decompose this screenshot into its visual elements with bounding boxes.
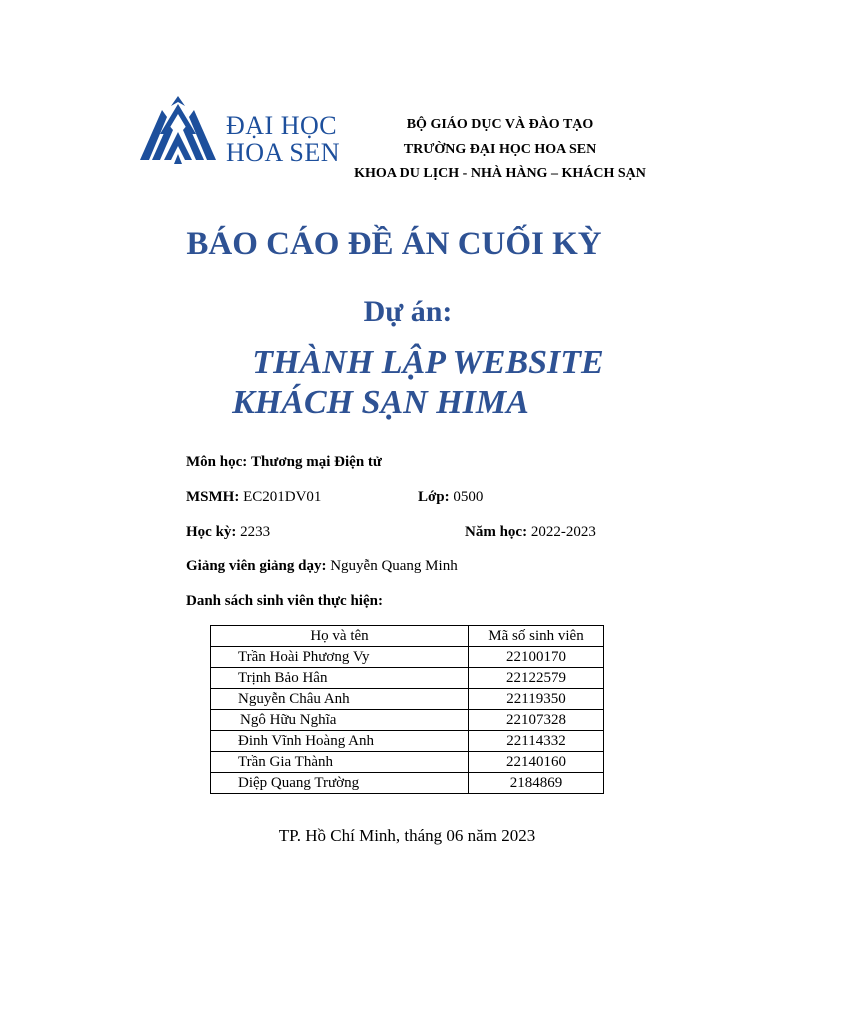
table-row	[211, 668, 604, 689]
msmh-line	[186, 489, 321, 506]
student-id: 22140160	[469, 752, 604, 773]
class-line	[418, 489, 483, 506]
student-name: Trịnh Bảo Hân	[211, 668, 469, 689]
student-name: Ngô Hữu Nghĩa	[211, 710, 469, 731]
student-name: Trần Gia Thành	[211, 752, 469, 773]
student-id: 22100170	[469, 647, 604, 668]
logo-wordmark	[226, 112, 340, 166]
project-title-line1: THÀNH LẬP WEBSITE	[252, 344, 604, 381]
ministry-name: BỘ GIÁO DỤC VÀ ĐÀO TẠO	[406, 117, 594, 132]
table-row	[211, 710, 604, 731]
table-row	[211, 752, 604, 773]
students-heading	[186, 593, 383, 610]
logo-line1: ĐẠI HỌC	[226, 111, 338, 140]
report-title: BÁO CÁO ĐỀ ÁN CUỐI KỲ	[186, 226, 602, 262]
project-title	[0, 343, 856, 423]
year-label: Năm học:	[465, 524, 528, 540]
university-name: TRƯỜNG ĐẠI HỌC HOA SEN	[403, 141, 597, 157]
semester-label: Học kỳ:	[186, 524, 237, 540]
semester-line	[186, 524, 270, 541]
subject-value: Thương mại Điện tử	[251, 454, 382, 470]
table-header-row	[211, 626, 604, 647]
subject-label: Môn học:	[186, 454, 248, 470]
student-table	[210, 625, 604, 794]
student-id: 22119350	[469, 689, 604, 710]
table-row	[211, 731, 604, 752]
institution-header	[330, 113, 670, 187]
lotus-mountain-icon	[138, 94, 218, 170]
report-subtitle: Dự án:	[363, 295, 453, 328]
header-id: Mã số sinh viên	[469, 626, 604, 647]
semester-value: 2233	[240, 524, 271, 540]
logo-line2: HOA SEN	[226, 138, 341, 167]
student-id: 22114332	[469, 731, 604, 752]
header-name: Họ và tên	[211, 626, 469, 647]
student-id: 22122579	[469, 668, 604, 689]
student-id: 22107328	[469, 710, 604, 731]
student-name: Nguyễn Châu Anh	[211, 689, 469, 710]
student-name: Đinh Vĩnh Hoàng Anh	[211, 731, 469, 752]
class-value: 0500	[453, 489, 484, 505]
lecturer-value: Nguyễn Quang Minh	[330, 558, 458, 574]
university-logo	[138, 94, 341, 170]
year-line	[465, 524, 596, 541]
student-name: Trần Hoài Phương Vy	[211, 647, 469, 668]
place-date: TP. Hồ Chí Minh, tháng 06 năm 2023	[278, 826, 536, 845]
table-row	[211, 647, 604, 668]
students-label: Danh sách sinh viên thực hiện:	[186, 593, 383, 609]
student-id: 2184869	[469, 773, 604, 794]
faculty-name: KHOA DU LỊCH - NHÀ HÀNG – KHÁCH SẠN	[354, 166, 646, 181]
class-label: Lớp:	[418, 489, 450, 505]
project-title-line2: KHÁCH SẠN HIMA	[232, 384, 529, 421]
table-row	[211, 773, 604, 794]
student-name: Diệp Quang Trường	[211, 773, 469, 794]
msmh-value: EC201DV01	[243, 489, 322, 505]
msmh-label: MSMH:	[186, 489, 240, 505]
lecturer-line	[186, 558, 458, 575]
table-row	[211, 689, 604, 710]
subject-line	[186, 454, 382, 471]
year-value: 2022-2023	[530, 524, 596, 540]
lecturer-label: Giảng viên giảng dạy:	[186, 558, 327, 574]
